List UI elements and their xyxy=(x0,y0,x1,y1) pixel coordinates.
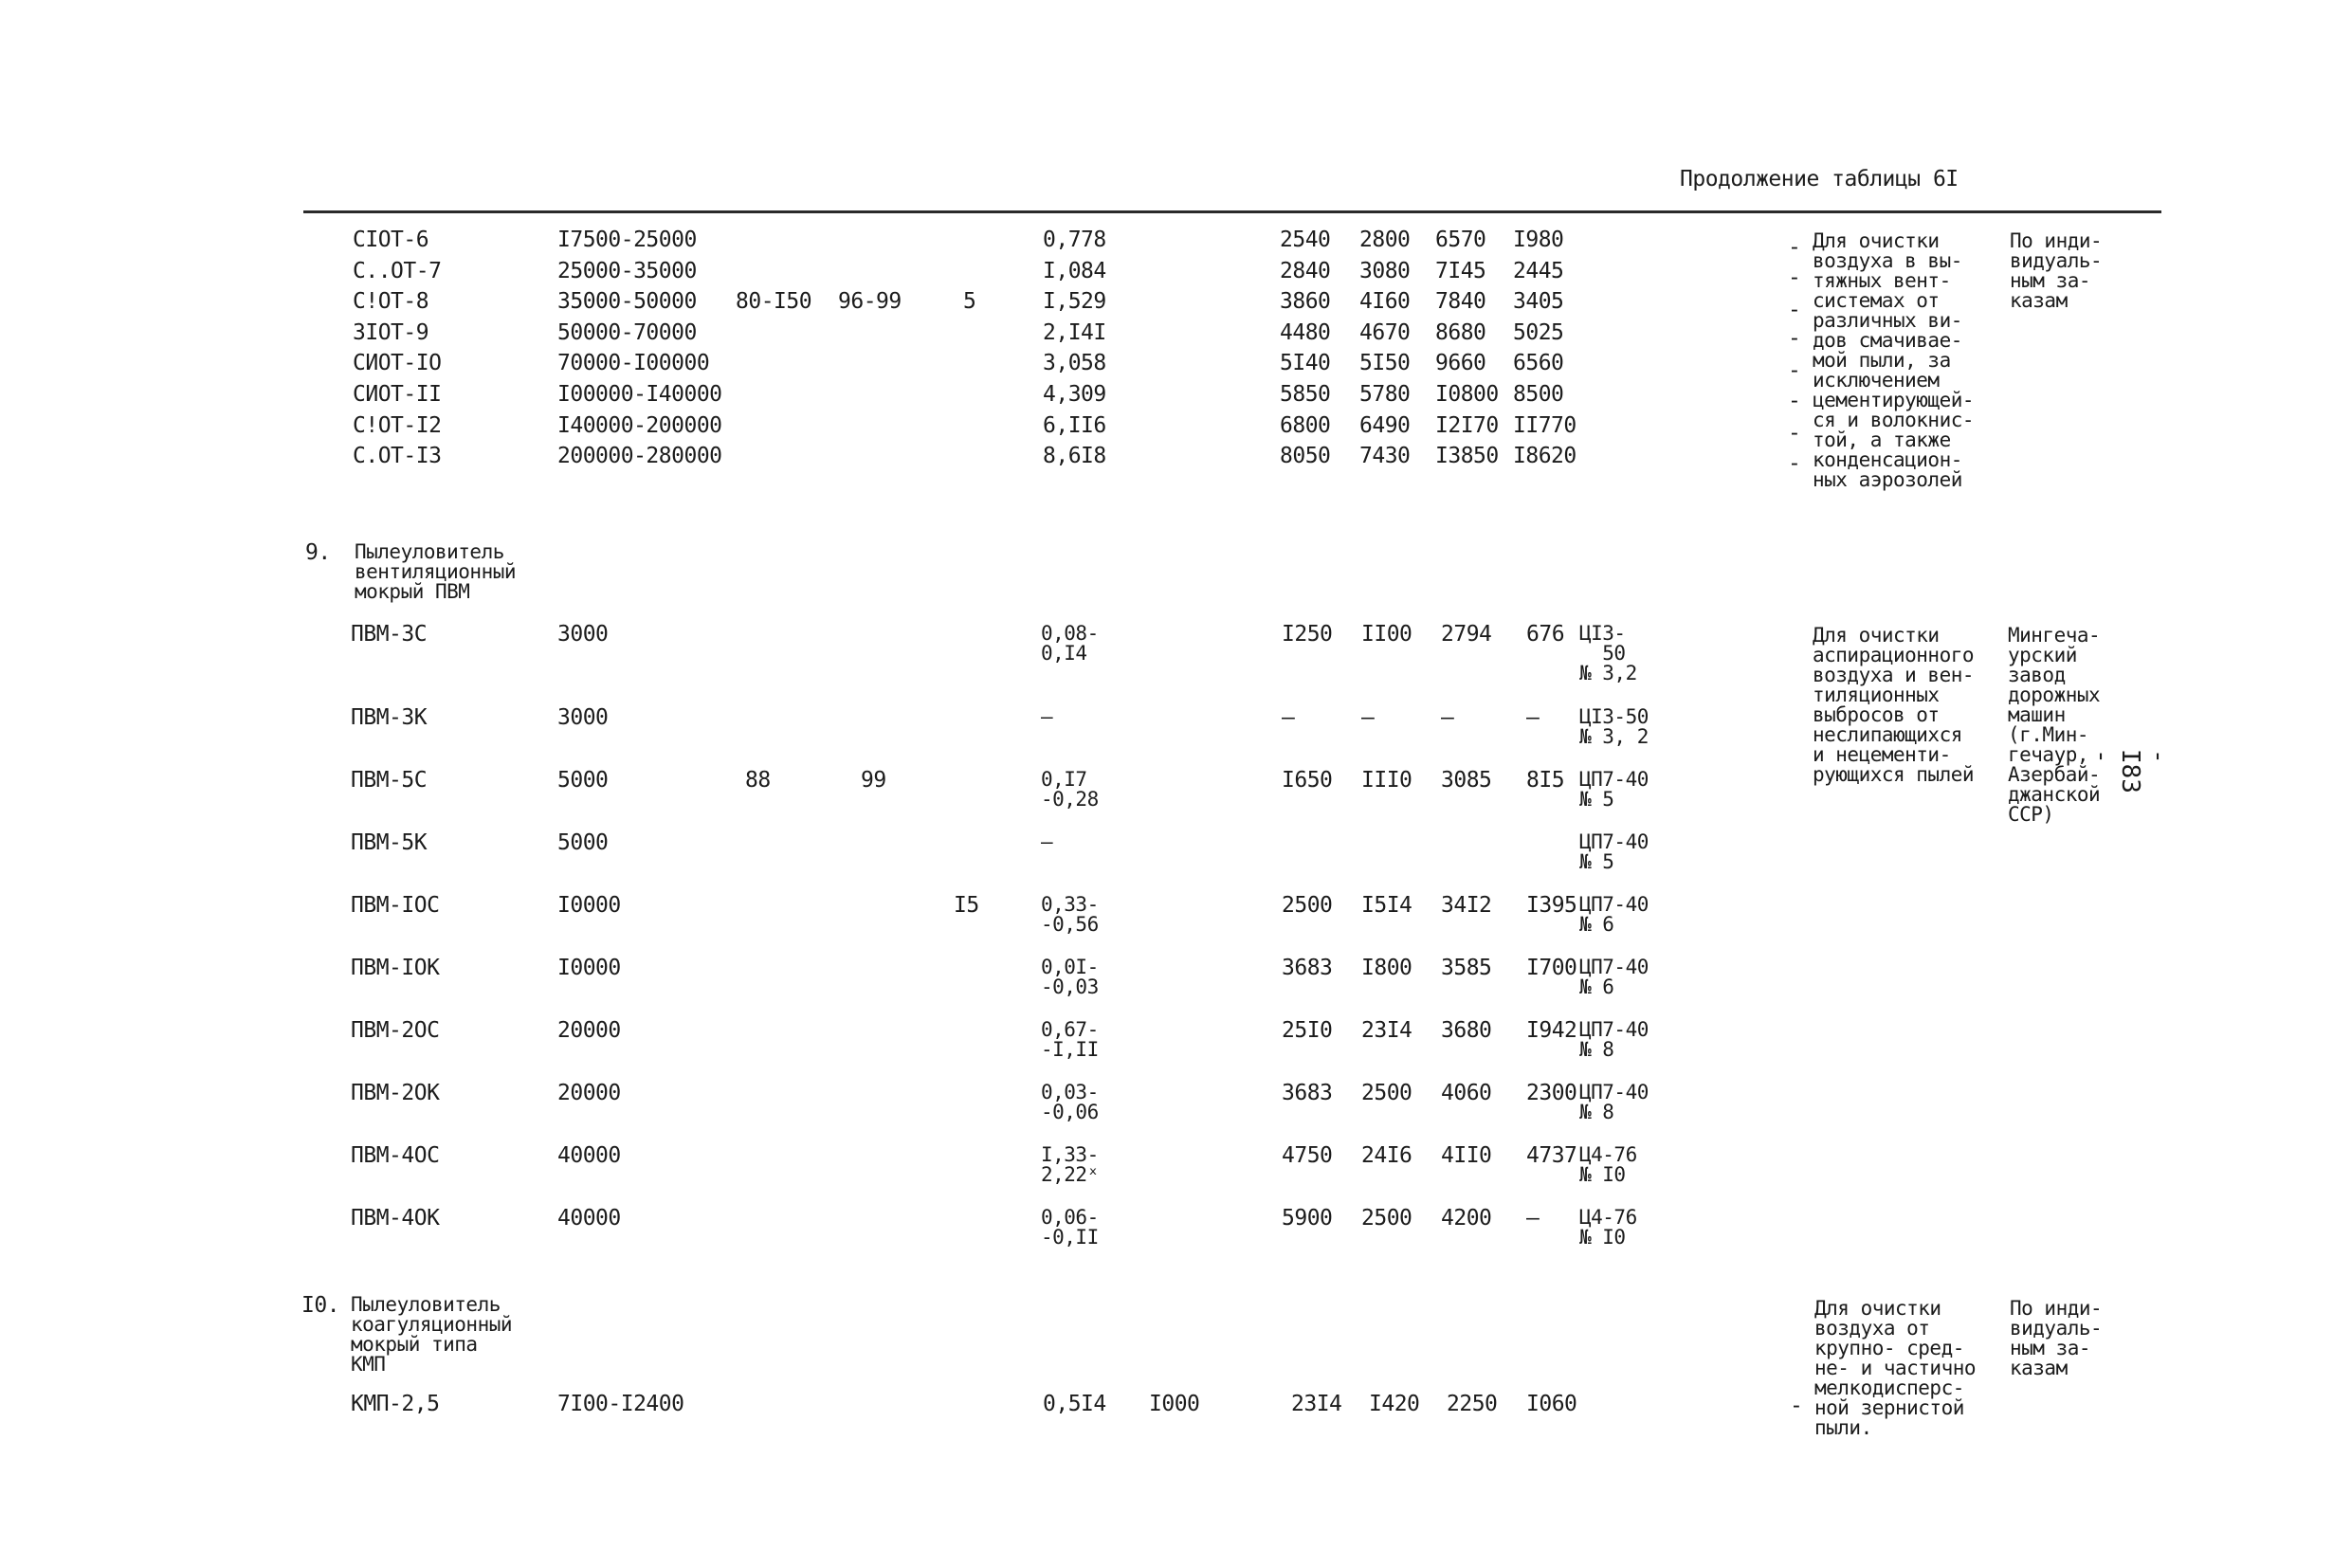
dash-mark: - xyxy=(1788,298,1801,322)
kmp-d4: I060 xyxy=(1526,1392,1577,1416)
pvm-fan: ЦП7-40 № 8 xyxy=(1579,1081,1649,1123)
pvm-d2: 23I4 xyxy=(1361,1018,1412,1043)
kmp-dash: - xyxy=(1790,1394,1803,1418)
siot-flow: 50000-70000 xyxy=(557,320,697,345)
siot-purpose: Для очистки воздуха в вы- тяжных вент- системах от различных ви- дов смачивае- мой пыли, за исключением цементирующей- ся и волокнис- той, а также конденсацион- ных аэрозолей xyxy=(1813,229,1975,491)
kmp-d3: 2250 xyxy=(1447,1392,1498,1416)
pvm-d4: – xyxy=(1526,1206,1540,1231)
dash-mark: - xyxy=(1788,358,1801,383)
siot-d3: 9660 xyxy=(1435,351,1486,375)
pvm-fan: ЦI3- 50 № 3,2 xyxy=(1579,622,1637,684)
siot-col3: 80-I50 xyxy=(736,289,812,314)
pvm-d3: – xyxy=(1441,705,1454,730)
pvm-d2: 2500 xyxy=(1361,1081,1412,1105)
pvm-d3: 2794 xyxy=(1441,622,1492,647)
pvm-fan: ЦП7-40 № 6 xyxy=(1579,956,1649,998)
pvm-model: ПВМ-2ОК xyxy=(351,1081,440,1105)
pvm-d3: 3585 xyxy=(1441,956,1492,980)
pvm-col4: 99 xyxy=(861,768,886,793)
siot-resistance: 8,6I8 xyxy=(1043,444,1106,468)
siot-d1: 5I40 xyxy=(1280,351,1331,375)
pvm-model: ПВМ-5С xyxy=(351,768,428,793)
dash-mark: - xyxy=(1788,265,1801,290)
siot-model: ЗIОТ-9 xyxy=(353,320,429,345)
siot-d1: 2540 xyxy=(1280,228,1331,252)
pvm-fan: ЦП7-40 № 8 xyxy=(1579,1018,1649,1061)
pvm-flow: I0000 xyxy=(557,893,621,918)
siot-d2: 3080 xyxy=(1359,259,1411,283)
siot-d4: 2445 xyxy=(1513,259,1564,283)
pvm-fan: ЦП7-40 № 6 xyxy=(1579,893,1649,936)
siot-model: С.ОТ-I3 xyxy=(353,444,442,468)
pvm-d4: – xyxy=(1526,705,1540,730)
siot-d1: 8050 xyxy=(1280,444,1331,468)
pvm-flow: 40000 xyxy=(557,1143,621,1168)
section-10-number: I0. xyxy=(301,1293,340,1318)
siot-d2: 7430 xyxy=(1359,444,1411,468)
siot-model: С!ОТ-8 xyxy=(353,289,429,314)
siot-model: СИОТ-II xyxy=(353,382,442,407)
pvm-d2: I5I4 xyxy=(1361,893,1412,918)
pvm-d3: 4200 xyxy=(1441,1206,1492,1231)
siot-flow: 70000-I00000 xyxy=(557,351,710,375)
siot-resistance: 4,309 xyxy=(1043,382,1106,407)
pvm-resistance: 0,08- 0,I4 xyxy=(1041,622,1099,665)
siot-flow: 25000-35000 xyxy=(557,259,697,283)
pvm-flow: 3000 xyxy=(557,622,609,647)
pvm-d1: 2500 xyxy=(1282,893,1333,918)
pvm-fan: ЦП7-40 № 5 xyxy=(1579,768,1649,811)
page-number: - I83 - xyxy=(2087,749,2173,793)
header-rule xyxy=(303,210,2161,213)
pvm-fan: ЦI3-50 № 3, 2 xyxy=(1579,705,1649,748)
pvm-d2: 2500 xyxy=(1361,1206,1412,1231)
pvm-d2: II00 xyxy=(1361,622,1412,647)
pvm-d4: 4737 xyxy=(1526,1143,1577,1168)
pvm-resistance: 0,0I- -0,03 xyxy=(1041,956,1099,998)
siot-d2: 2800 xyxy=(1359,228,1411,252)
table-caption: Продолжение таблицы 6I xyxy=(1680,167,1959,191)
pvm-flow: 20000 xyxy=(557,1081,621,1105)
siot-resistance: 6,II6 xyxy=(1043,413,1106,438)
siot-d1: 4480 xyxy=(1280,320,1331,345)
pvm-d1: 3683 xyxy=(1282,1081,1333,1105)
pvm-d1: 5900 xyxy=(1282,1206,1333,1231)
siot-manufacturer: По инди- видуаль- ным за- казам xyxy=(2010,229,2103,312)
pvm-flow: 40000 xyxy=(557,1206,621,1231)
pvm-resistance: – xyxy=(1041,705,1053,728)
siot-model: С!ОТ-I2 xyxy=(353,413,442,438)
pvm-model: ПВМ-2ОС xyxy=(351,1018,440,1043)
kmp-d2: I420 xyxy=(1369,1392,1420,1416)
siot-resistance: 0,778 xyxy=(1043,228,1106,252)
siot-model: С..ОТ-7 xyxy=(353,259,442,283)
siot-flow: I7500-25000 xyxy=(557,228,697,252)
siot-d1: 5850 xyxy=(1280,382,1331,407)
pvm-d1: 4750 xyxy=(1282,1143,1333,1168)
pvm-d4: I942 xyxy=(1526,1018,1577,1043)
dash-mark: - xyxy=(1788,451,1801,476)
siot-col5: 5 xyxy=(963,289,976,314)
pvm-resistance: 0,I7 -0,28 xyxy=(1041,768,1099,811)
section-9-title: Пылеуловитель вентиляционный мокрый ПВМ xyxy=(355,540,517,603)
pvm-flow: 20000 xyxy=(557,1018,621,1043)
pvm-d1: I250 xyxy=(1282,622,1333,647)
siot-flow: I00000-I40000 xyxy=(557,382,722,407)
siot-d3: 8680 xyxy=(1435,320,1486,345)
dash-mark: - xyxy=(1788,326,1801,351)
pvm-d1: I650 xyxy=(1282,768,1333,793)
siot-col4: 96-99 xyxy=(838,289,902,314)
pvm-resistance: 0,67- -I,II xyxy=(1041,1018,1099,1061)
pvm-flow: I0000 xyxy=(557,956,621,980)
kmp-resistance: 0,5I4 xyxy=(1043,1392,1106,1416)
pvm-d2: III0 xyxy=(1361,768,1412,793)
pvm-model: ПВМ-IОС xyxy=(351,893,440,918)
siot-model: СИОТ-IО xyxy=(353,351,442,375)
siot-flow: 200000-280000 xyxy=(557,444,722,468)
pvm-model: ПВМ-4ОС xyxy=(351,1143,440,1168)
pvm-d4: 8I5 xyxy=(1526,768,1565,793)
siot-d2: 5780 xyxy=(1359,382,1411,407)
pvm-model: ПВМ-IОК xyxy=(351,956,440,980)
dash-mark: - xyxy=(1788,421,1801,446)
kmp-model: КМП-2,5 xyxy=(351,1392,440,1416)
pvm-manufacturer: Мингеча- урский завод дорожных машин (г.Мин- гечаур, Азербай- джанской ССР) xyxy=(2008,624,2101,826)
pvm-model: ПВМ-3К xyxy=(351,705,428,730)
pvm-flow: 3000 xyxy=(557,705,609,730)
pvm-model: ПВМ-3С xyxy=(351,622,428,647)
pvm-model: ПВМ-5К xyxy=(351,830,428,855)
pvm-d3: 3085 xyxy=(1441,768,1492,793)
pvm-purpose: Для очистки аспирационного воздуха и вен- тиляционных выбросов от неслипающихся и нецементи- рующихся пылей xyxy=(1813,624,1975,786)
pvm-model: ПВМ-4ОК xyxy=(351,1206,440,1231)
pvm-resistance: 0,03- -0,06 xyxy=(1041,1081,1099,1123)
siot-d3: I2I70 xyxy=(1435,413,1499,438)
pvm-d3: 34I2 xyxy=(1441,893,1492,918)
siot-resistance: 2,I4I xyxy=(1043,320,1106,345)
pvm-d2: – xyxy=(1361,705,1375,730)
pvm-resistance: 0,06- -0,II xyxy=(1041,1206,1099,1249)
section-9-number: 9. xyxy=(305,540,331,565)
siot-resistance: I,084 xyxy=(1043,259,1106,283)
siot-d4: 5025 xyxy=(1513,320,1564,345)
kmp-col: I000 xyxy=(1149,1392,1200,1416)
pvm-d3: 4II0 xyxy=(1441,1143,1492,1168)
pvm-d3: 4060 xyxy=(1441,1081,1492,1105)
section-10-title: Пылеуловитель коагуляционный мокрый типа КМП xyxy=(351,1293,513,1376)
siot-d1: 2840 xyxy=(1280,259,1331,283)
pvm-d1: – xyxy=(1282,705,1295,730)
siot-d4: 8500 xyxy=(1513,382,1564,407)
pvm-d3: 3680 xyxy=(1441,1018,1492,1043)
pvm-fan: Ц4-76 № I0 xyxy=(1579,1206,1637,1249)
siot-flow: I40000-200000 xyxy=(557,413,722,438)
pvm-d4: I395 xyxy=(1526,893,1577,918)
siot-d4: II770 xyxy=(1513,413,1576,438)
siot-d4: I8620 xyxy=(1513,444,1576,468)
pvm-d4: I700 xyxy=(1526,956,1577,980)
pvm-resistance: I,33- 2,22ˣ xyxy=(1041,1143,1099,1186)
siot-d4: 6560 xyxy=(1513,351,1564,375)
pvm-d2: I800 xyxy=(1361,956,1412,980)
pvm-d1: 3683 xyxy=(1282,956,1333,980)
pvm-col5: I5 xyxy=(954,893,979,918)
siot-d2: 5I50 xyxy=(1359,351,1411,375)
siot-model: СIОТ-6 xyxy=(353,228,429,252)
kmp-d1: 23I4 xyxy=(1291,1392,1342,1416)
siot-d1: 6800 xyxy=(1280,413,1331,438)
pvm-flow: 5000 xyxy=(557,768,609,793)
pvm-d4: 676 xyxy=(1526,622,1565,647)
siot-d4: I980 xyxy=(1513,228,1564,252)
kmp-purpose: Для очистки воздуха от крупно- сред- не- и частично мелкодисперс- ной зернистой пыли. xyxy=(1814,1297,1977,1439)
pvm-d4: 2300 xyxy=(1526,1081,1577,1105)
siot-d3: I3850 xyxy=(1435,444,1499,468)
pvm-d1: 25I0 xyxy=(1282,1018,1333,1043)
pvm-d2: 24I6 xyxy=(1361,1143,1412,1168)
siot-d4: 3405 xyxy=(1513,289,1564,314)
pvm-col3: 88 xyxy=(745,768,771,793)
pvm-fan: Ц4-76 № I0 xyxy=(1579,1143,1637,1186)
siot-d2: 6490 xyxy=(1359,413,1411,438)
pvm-resistance: – xyxy=(1041,830,1053,853)
pvm-resistance: 0,33- -0,56 xyxy=(1041,893,1099,936)
pvm-flow: 5000 xyxy=(557,830,609,855)
kmp-flow: 7I00-I2400 xyxy=(557,1392,684,1416)
siot-resistance: I,529 xyxy=(1043,289,1106,314)
dash-mark: - xyxy=(1788,235,1801,260)
siot-d2: 4670 xyxy=(1359,320,1411,345)
kmp-manufacturer: По инди- видуаль- ным за- казам xyxy=(2010,1297,2103,1379)
pvm-fan: ЦП7-40 № 5 xyxy=(1579,830,1649,873)
siot-d3: I0800 xyxy=(1435,382,1499,407)
siot-d2: 4I60 xyxy=(1359,289,1411,314)
siot-d3: 7I45 xyxy=(1435,259,1486,283)
siot-d3: 7840 xyxy=(1435,289,1486,314)
siot-d1: 3860 xyxy=(1280,289,1331,314)
siot-d3: 6570 xyxy=(1435,228,1486,252)
siot-flow: 35000-50000 xyxy=(557,289,697,314)
dash-mark: - xyxy=(1788,389,1801,413)
siot-resistance: 3,058 xyxy=(1043,351,1106,375)
